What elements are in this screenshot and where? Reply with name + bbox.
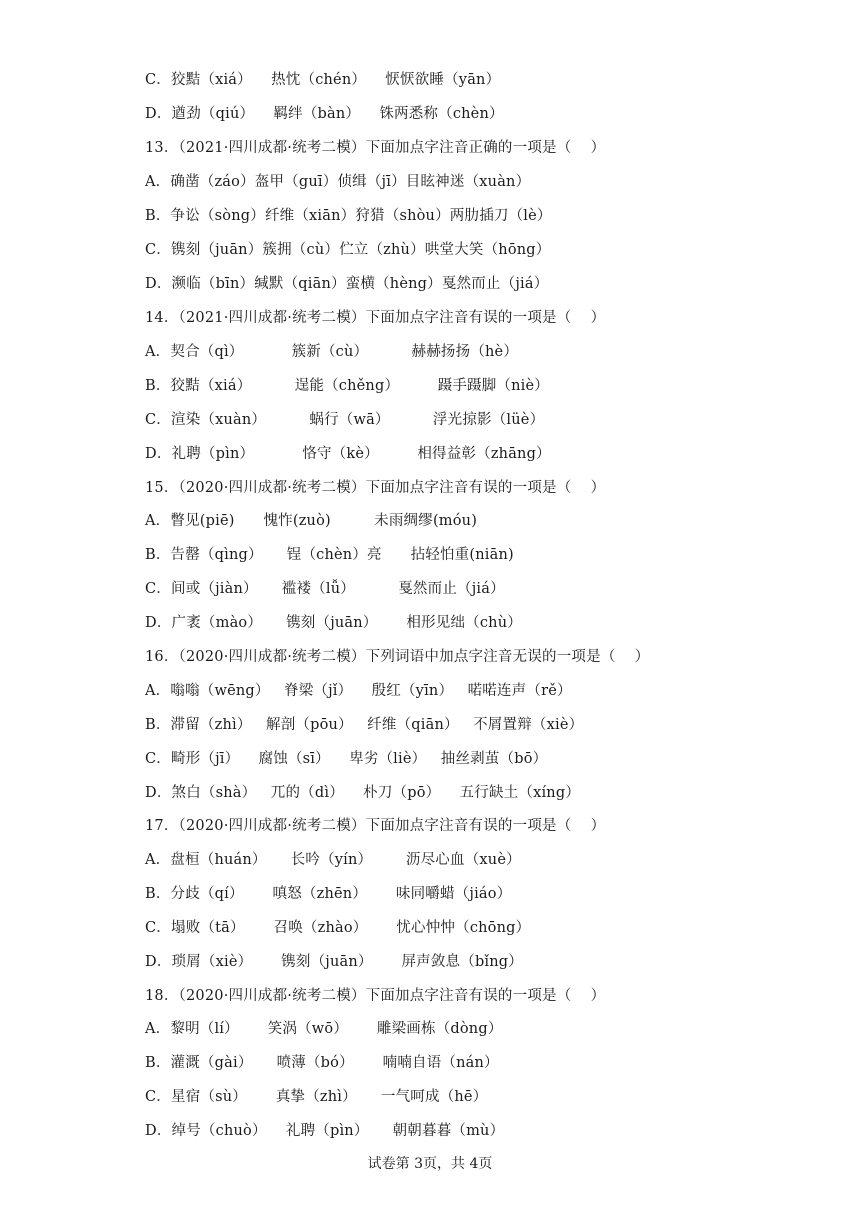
option-d-q14: D．礼聘（pìn） 恪守（kè） 相得益彰（zhāng） bbox=[145, 446, 551, 462]
option-a-q17: A．盘桓（huán） 长吟（yín） 沥尽心血（xuè） bbox=[145, 852, 521, 868]
question-17: 17．（2020·四川成都·统考二模）下面加点字注音有误的一项是（ ） bbox=[145, 818, 606, 834]
option-d-q17: D．琐屑（xiè） 镌刻（juān） 屏声敛息（bǐng） bbox=[145, 954, 523, 970]
option-d-q16: D．煞白（shà） 兀的（dì） 朴刀（pō） 五行缺土（xíng） bbox=[145, 785, 581, 801]
option-a-q15: A．瞥见(piē) 愧怍(zuò) 未雨绸缪(móu) bbox=[145, 513, 478, 529]
question-16: 16．（2020·四川成都·统考二模）下列词语中加点字注音无误的一项是（ ） bbox=[145, 649, 650, 665]
option-b-q17: B．分歧（qí） 嗔怒（zhēn） 味同嚼蜡（jiáo） bbox=[145, 886, 512, 902]
option-b-q14: B．狡黠（xiá） 逞能（chěng） 蹑手蹑脚（niè） bbox=[145, 378, 549, 394]
option-c-q17: C．塌败（tā） 召唤（zhào） 忧心忡忡（chōng） bbox=[145, 920, 531, 936]
page-footer: 试卷第 3页，共 4页 bbox=[367, 1156, 493, 1172]
option-c-q16: C．畸形（jī） 腐蚀（sī） 卑劣（liè） 抽丝剥茧（bō） bbox=[145, 751, 548, 767]
option-b-q16: B．滞留（zhì） 解剖（pōu） 纤维（qiān） 不屑置辩（xiè） bbox=[145, 717, 584, 733]
option-d-q12: D．遒劲（qiú） 羁绊（bàn） 铢两悉称（chèn） bbox=[145, 106, 504, 122]
option-a-q14: A．契合（qì） 簇新（cù） 赫赫扬扬（hè） bbox=[145, 344, 519, 360]
question-18: 18．（2020·四川成都·统考二模）下面加点字注音有误的一项是（ ） bbox=[145, 988, 606, 1004]
option-b-q13: B．争讼（sòng）纤维（xiān）狩猎（shòu）两肋插刀（lè） bbox=[145, 208, 552, 224]
option-b-q18: B．灌溉（gài） 喷薄（bó） 喃喃自语（nán） bbox=[145, 1055, 499, 1071]
question-14: 14．（2021·四川成都·统考二模）下面加点字注音有误的一项是（ ） bbox=[145, 310, 606, 326]
option-a-q18: A．黎明（lí） 笑涡（wō） 雕梁画栋（dòng） bbox=[145, 1021, 503, 1037]
option-c-q12: C．狡黠（xiá） 热忱（chén） 恹恹欲睡（yān） bbox=[145, 72, 501, 88]
option-d-q13: D．濒临（bīn）缄默（qiān）蛮横（hèng）戛然而止（jiá） bbox=[145, 276, 549, 292]
option-c-q14: C．渲染（xuàn） 蜗行（wā） 浮光掠影（lüè） bbox=[145, 412, 545, 428]
option-d-q15: D．广袤（mào） 镌刻（juān） 相形见绌（chù） bbox=[145, 615, 522, 631]
option-b-q15: B．告罄（qìng） 锃（chèn）亮 拈轻怕重(niān) bbox=[145, 547, 514, 563]
option-a-q16: A．嗡嗡（wēng） 脊梁（jǐ） 殷红（yīn） 喏喏连声（rě） bbox=[145, 683, 572, 699]
option-c-q13: C．镌刻（juān）簇拥（cù）伫立（zhù）哄堂大笑（hōng） bbox=[145, 242, 551, 258]
option-a-q13: A．确凿（záo）盔甲（guī）侦缉（jī）目眩神迷（xuàn） bbox=[145, 174, 531, 190]
question-15: 15．（2020·四川成都·统考二模）下面加点字注音有误的一项是（ ） bbox=[145, 480, 606, 496]
option-c-q18: C．星宿（sù） 真挚（zhì） 一气呵成（hē） bbox=[145, 1089, 488, 1105]
option-c-q15: C．间或（jiàn） 褴褛（lǚ） 戛然而止（jiá） bbox=[145, 581, 505, 597]
option-d-q18: D．绰号（chuò） 礼聘（pìn） 朝朝暮暮（mù） bbox=[145, 1123, 505, 1139]
question-13: 13．（2021·四川成都·统考二模）下面加点字注音正确的一项是（ ） bbox=[145, 140, 606, 156]
